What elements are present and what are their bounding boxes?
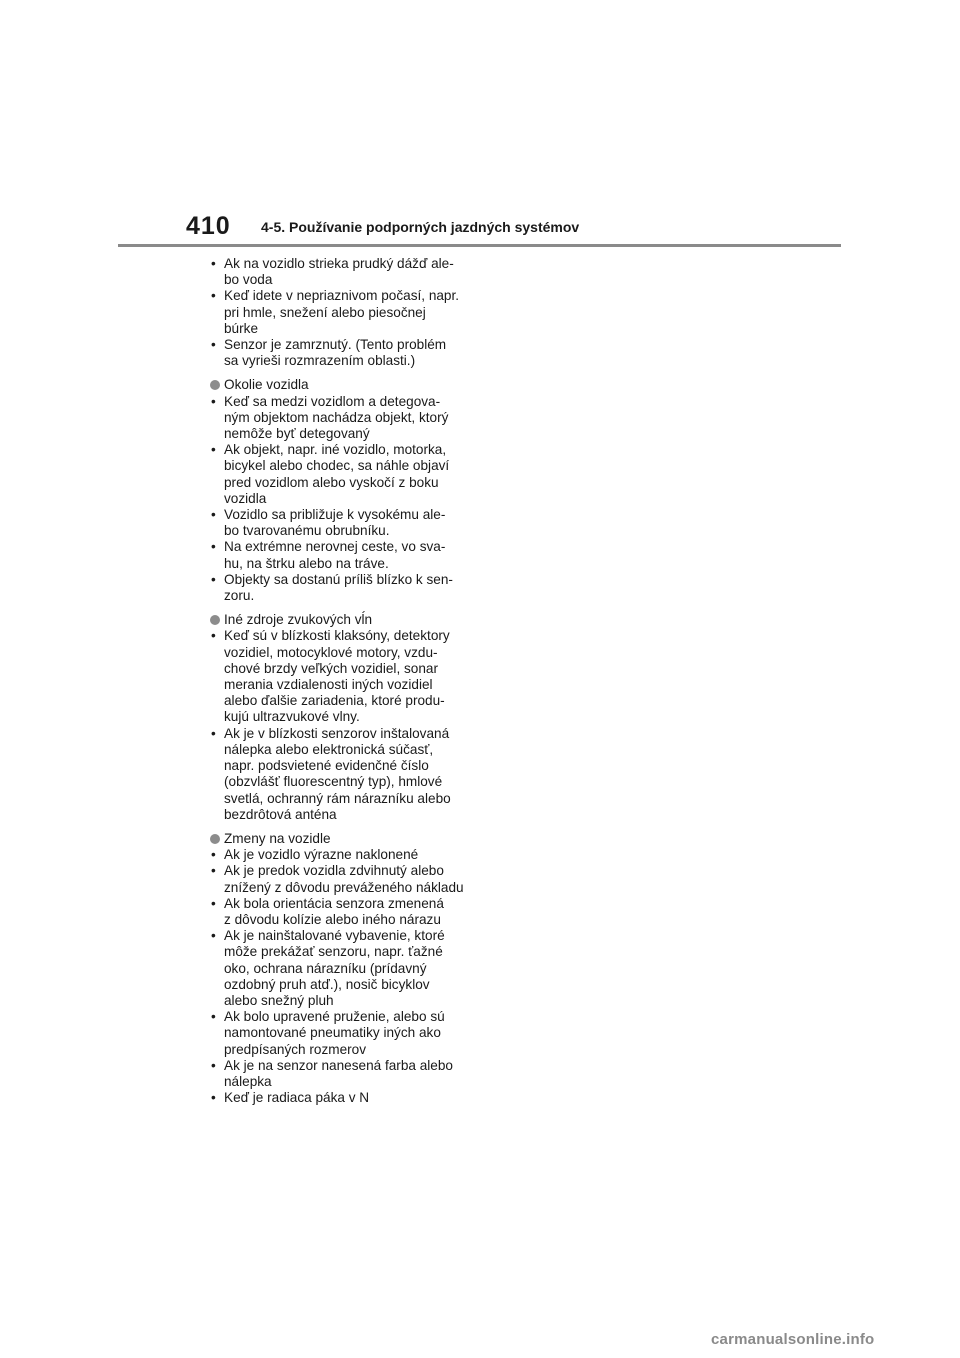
content-column: [210, 256, 475, 1106]
group-vehicle-changes: [210, 831, 475, 1106]
list-item: • Keď sa medzi vozidlom a detegova- ným objektom nachádza objekt, ktorý nemôže byť detegovaný: [210, 394, 475, 443]
group-heading: [210, 612, 475, 628]
list-item: • Keď je radiaca páka v N: [210, 1090, 475, 1106]
bullet-dot-icon: [210, 834, 220, 844]
list-item: • Ak bola orientácia senzora zmenená z dôvodu kolízie alebo iného nárazu: [210, 896, 475, 928]
page-header: [0, 0, 960, 250]
intro-list: [210, 256, 475, 369]
group-list: [210, 394, 475, 605]
header-divider: [118, 244, 841, 247]
list-item: • Vozidlo sa približuje k vysokému ale- bo tvarovanému obrubníku.: [210, 507, 475, 539]
list-item: • Ak objekt, napr. iné vozidlo, motorka, bicykel alebo chodec, sa náhle objaví pred vozidlom alebo vyskočí z boku vozidla: [210, 442, 475, 507]
page-number: 410: [186, 212, 231, 240]
list-item: • Keď sú v blízkosti klaksóny, detektory vozidiel, motocyklové motory, vzdu- chové brzdy veľkých vozidiel, sonar merania vzdialenosti iných vozidiel alebo ďalšie zariadenia, ktoré produ- kujú ultrazvukové vlny.: [210, 628, 475, 725]
list-item: • Ak je na senzor nanesená farba alebo nálepka: [210, 1058, 475, 1090]
list-item: • Keď idete v nepriaznivom počasí, napr. pri hmle, snežení alebo piesočnej búrke: [210, 288, 475, 337]
group-heading: [210, 831, 475, 847]
intro-group: [210, 256, 475, 369]
group-vehicle-surroundings: [210, 377, 475, 604]
group-list: [210, 628, 475, 822]
group-sound-sources: [210, 612, 475, 823]
list-item: • Ak je predok vozidla zdvihnutý alebo znížený z dôvodu preváženého nákladu: [210, 863, 475, 895]
watermark-text: carmanualsonline.info: [711, 1331, 875, 1348]
list-item: • Ak je vozidlo výrazne naklonené: [210, 847, 475, 863]
list-item: • Ak je v blízkosti senzorov inštalovaná nálepka alebo elektronická súčasť, napr. podsvietené evidenčné číslo (obzvlášť fluorescentný typ), hmlové svetlá, ochranný rám nárazníku alebo bezdrôtová anténa: [210, 726, 475, 823]
list-item: • Ak na vozidlo strieka prudký dážď ale- bo voda: [210, 256, 475, 288]
bullet-dot-icon: [210, 615, 220, 625]
group-heading: [210, 377, 475, 393]
group-list: [210, 847, 475, 1106]
section-title: 4-5. Používanie podporných jazdných systémov: [261, 219, 580, 235]
group-heading-text: Zmeny na vozidle: [224, 830, 331, 846]
list-item: • Ak je nainštalované vybavenie, ktoré môže prekážať senzoru, napr. ťažné oko, ochrana nárazníku (prídavný ozdobný pruh atď.), nosič bicyklov alebo snežný pluh: [210, 928, 475, 1009]
group-heading-text: Okolie vozidla: [224, 377, 309, 393]
list-item: • Senzor je zamrznutý. (Tento problém sa vyrieši rozmrazením oblasti.): [210, 337, 475, 369]
group-heading-text: Iné zdroje zvukových vĺn: [224, 612, 373, 628]
list-item: • Na extrémne nerovnej ceste, vo sva- hu, na štrku alebo na tráve.: [210, 539, 475, 571]
list-item: • Ak bolo upravené pruženie, alebo sú namontované pneumatiky iných ako predpísaných rozmerov: [210, 1009, 475, 1058]
bullet-dot-icon: [210, 380, 220, 390]
list-item: • Objekty sa dostanú príliš blízko k sen- zoru.: [210, 572, 475, 604]
